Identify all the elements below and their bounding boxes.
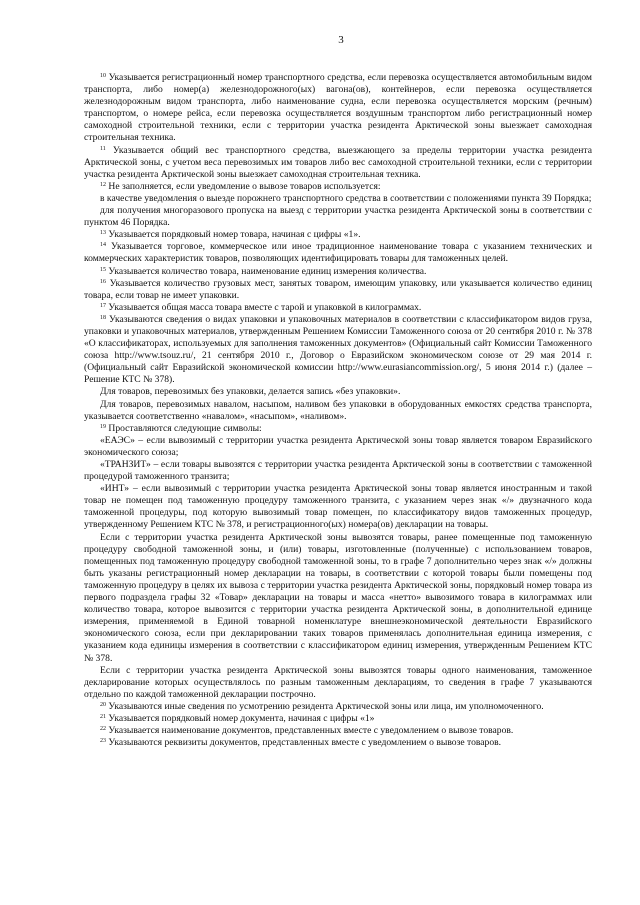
footnote-marker: 22 [100,726,106,733]
paragraph-text: Указывается порядковый номер документа, начиная с цифры «1» [108,712,375,724]
footnote-marker: 13 [100,230,106,237]
footnote-paragraph [84,423,592,435]
footnote-marker: 16 [100,278,106,285]
paragraph-text: Если с территории участка резидента Арктической зоны вывозятся товары, ранее помещенные под таможенную процедуру свободной таможенной зоны, и (или) товары, изготовленные (полученные) с использованием товаров, помещенных под таможенную процедуру свободной таможенной зоны, то в графе 7 дополнительно через знак «/» должны быть указаны регистрационный номер декларации на товары, в соответствии с которой товары были помещены под таможенную процедуру в целях их вывоза с территории участка резидента Арктической зоны, порядковый номер товара из первого подраздела графы 32 «Товар» декларации на товары и масса «нетто» вывозимого товара в килограммах или количество товара, которое вывозится с территории участка резидента Арктической зоны, в дополнительной единице измерения, применяемой в Единой товарной номенклатуре внешнеэкономической деятельности Евразийского экономического союза, если при декларировании таких товаров применялась дополнительная единица измерения, с указанием кода единицы измерения в соответствии с классификатором единиц измерения, утвержденным Решением КТС № 378. [84,531,592,664]
footnote-marker: 23 [100,738,106,745]
footnote-marker: 19 [100,423,106,430]
footnote-paragraph [84,241,592,265]
paragraph-text: Указываются реквизиты документов, представленных вместе с уведомлением о вывозе товаров. [108,737,502,749]
paragraph [84,665,592,701]
footnote-paragraph [84,145,592,181]
paragraph [84,483,592,531]
footnote-marker: 15 [100,266,106,273]
paragraph-text: Для товаров, перевозимых навалом, насыпом, наливом без упаковки в оборудованных емкостях средства транспорта, указывается соответственно «навалом», «насыпом», «наливом». [84,398,592,422]
footnote-paragraph [84,229,592,241]
footnote-paragraph [84,278,592,302]
paragraph-text: «ТРАНЗИТ» – если товары вывозятся с территории участка резидента Арктической зоны в соответствии с таможенной процедурой таможенного транзита; [84,459,592,483]
paragraph-text: Если с территории участка резидента Арктической зоны вывозятся товары одного наименования, таможенное декларирование которых осуществлялось по разным таможенным декларациям, то сведения в графе 7 указываются отдельно по каждой таможенной декларации построчно. [84,664,592,700]
paragraph-text: Указываются иные сведения по усмотрению резидента Арктической зоны или лица, им уполномоченного. [108,700,544,712]
paragraph-text: Указывается регистрационный номер транспортного средства, если перевозка осуществляется автомобильным видом транспорта, либо номер(а) железнодорожного(ых) вагона(ов), контейнеров, если перевозка осуществляется железнодорожным видом транспорта, либо наименование судна, если перевозка осуществляется морским (речным) транспортом, о номере рейса, если перевозка осуществляется воздушным транспортом либо регистрационный номер самоходной строительной техники, если с территории участка резидента Арктической зоны выезжает самоходная строительная техника. [84,72,593,144]
footnote-paragraph [84,701,592,713]
paragraph [84,459,592,483]
footnote-marker: 10 [100,73,106,79]
footnote-marker: 20 [100,701,106,708]
paragraph-text: Указывается общий вес транспортного средства, выезжающего за пределы территории участка резидента Арктической зоны, с учетом веса перевозимых им товаров либо вес самоходной строительной техники, если с территории участка резидента Арктической зоны выезжает самоходная строительная техника. [84,144,592,180]
paragraph-text: Указывается количество товара, наименование единиц измерения количества. [108,265,427,277]
footnote-marker: 12 [100,181,106,188]
paragraph [84,193,592,205]
footnote-paragraph [84,72,592,145]
paragraph [84,435,592,459]
page-number: 3 [338,34,344,46]
footnote-paragraph [84,266,592,278]
footnote-paragraph [84,181,592,193]
footnote-paragraph [84,725,592,737]
footnote-marker: 18 [100,314,106,321]
paragraph-text: Указывается порядковый номер товара, начиная с цифры «1». [108,229,361,241]
paragraph [84,205,592,229]
footnote-paragraph [84,302,592,314]
paragraph-text: Проставляются следующие символы: [108,422,262,434]
footnote-paragraph [84,713,592,725]
footnotes-body [84,72,592,749]
paragraph [84,532,592,665]
paragraph-text: Не заполняется, если уведомление о вывозе товаров используется: [108,180,381,192]
paragraph-text: Указываются сведения о видах упаковки и упаковочных материалов в соответствии с классификатором видов груза, упаковки и упаковочных материалов, утвержденным Решением Комиссии Таможенного союза от 20 сентября 2010 г. № 378 «О классификаторах, используемых для заполнения таможенных документов» (Официальный сайт Комиссии Таможенного союза http://www.tsouz.ru/, 21 сентября 2010 г., Договор о Евразийском экономическом союзе от 29 мая 2014 г. (Официальный сайт Евразийской экономической комиссии http://www.eurasiancommission.org/, 5 июня 2014 г.) (далее – Решение КТС № 378). [84,313,592,386]
paragraph [84,399,592,423]
footnote-marker: 21 [100,713,106,720]
paragraph-text: для получения многоразового пропуска на выезд с территории участка резидента Арктической зоны в соответствии с пунктом 46 Порядка. [84,205,592,229]
paragraph-text: Указывается количество грузовых мест, занятых товаром, имеющим упаковку, или указывается количество единиц товара, если товар не имеет упаковки. [84,277,592,301]
footnote-marker: 11 [100,145,106,152]
paragraph-text: «ИНТ» – если вывозимый с территории участка резидента Арктической зоны товар является иностранным и такой товар не помещен под таможенную процедуру таможенного транзита, с указанием через знак «/» двузначного кода таможенной процедуры, под которую вывозимый товар помещен, по классификатору видов таможенных процедур, утвержденному Решением КТС № 378, и регистрационного(ых) номера(ов) декларации на товары. [84,483,592,531]
paragraph [84,386,592,398]
footnote-marker: 17 [100,302,106,309]
footnote-marker: 14 [100,242,106,249]
footnote-paragraph [84,737,592,749]
paragraph-text: Для товаров, перевозимых без упаковки, делается запись «без упаковки». [100,386,401,398]
paragraph-text: в качестве уведомления о выезде порожнего транспортного средства в соответствии с положениями пункта 39 Порядка; [100,192,592,204]
paragraph-text: «ЕАЭС» – если вывозимый с территории участка резидента Арктической зоны товар является товаром Евразийского экономического союза; [84,434,592,458]
paragraph-text: Указывается общая масса товара вместе с тарой и упаковкой в килограммах. [108,301,422,313]
footnote-paragraph [84,314,592,387]
paragraph-text: Указывается торговое, коммерческое или иное традиционное наименование товара с указанием технических и коммерческих характеристик товаров, позволяющих идентифицировать товары для таможенных целей. [84,241,592,265]
paragraph-text: Указывается наименование документов, представленных вместе с уведомлением о вывозе товаров. [108,725,514,737]
